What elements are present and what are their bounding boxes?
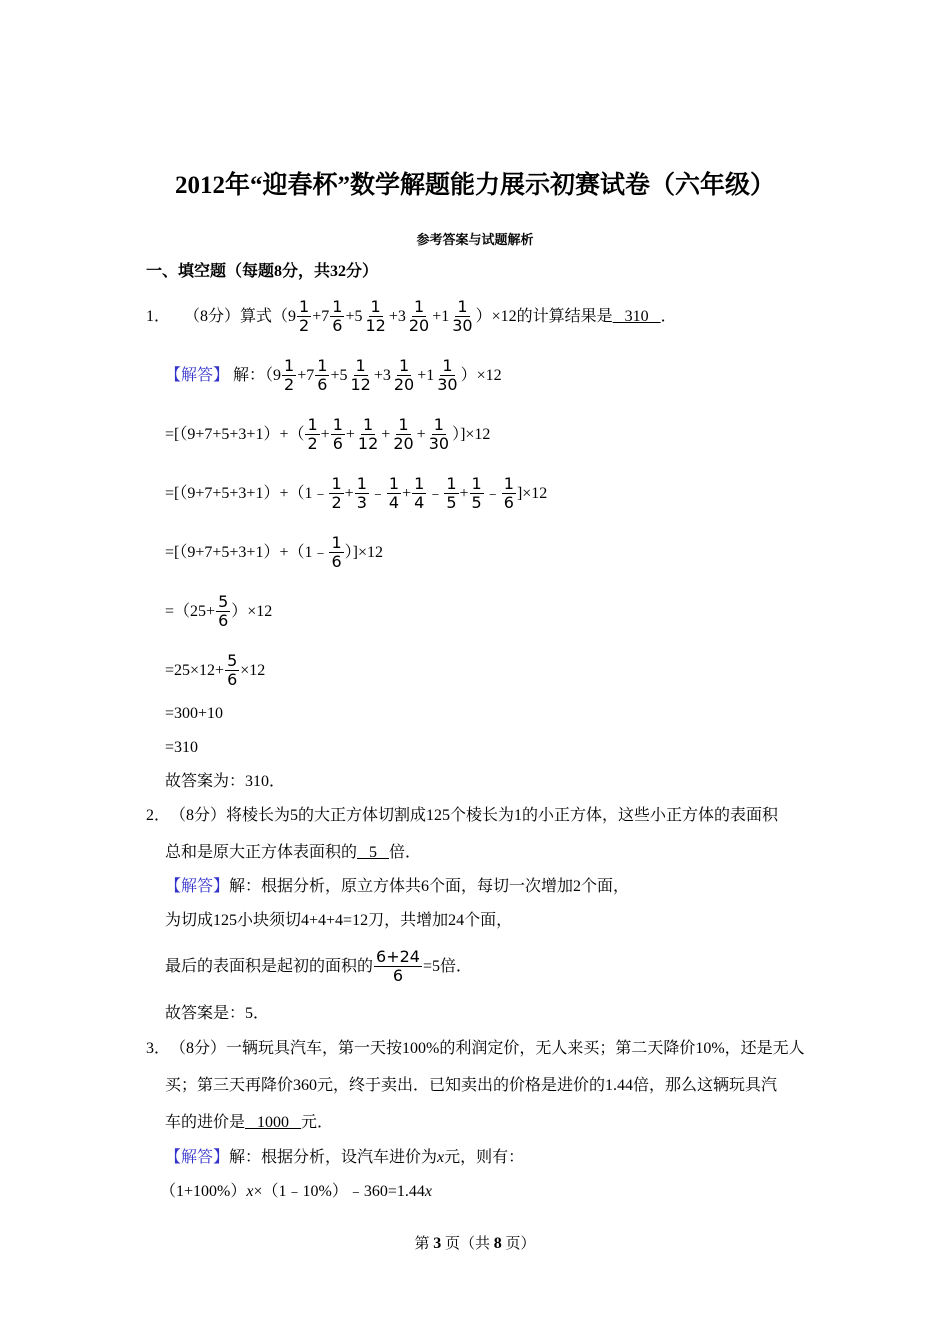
q3-equation: （1+100%） x ×（1﹣10%）﹣360=1.44 x <box>160 1183 432 1200</box>
q3-stem-line-3: 车的进价是 1000 元． <box>165 1114 334 1131</box>
answer-tag: 【解答】 <box>165 366 230 384</box>
q1-stem: 1． （8分）算式（9 $\frac{1}{2}$ +7 $\frac{1}{6}$ +5 $\frac{1}{12}$ +3 $\frac{1}{20}$ +1 $\frac{1}{30}$ ）×12的计算结果是 310 ． <box>146 297 677 335</box>
q1-solution-line-5: =（25+ $\frac{5}{6}$ ）×12 <box>165 592 273 630</box>
fraction: $\frac{1}{12}$ <box>350 356 371 394</box>
fraction: $\frac{1}{30}$ <box>428 415 450 453</box>
fraction: $\frac{1}{20}$ <box>393 356 415 394</box>
fraction: $\frac{1}{20}$ <box>408 297 430 335</box>
fraction: $\frac{6+24}{6}$ <box>376 947 420 985</box>
answer-tag: 【解答】 <box>165 1149 230 1166</box>
q2-solution-line-2: 为切成125小块须切4+4+4=12刀，共增加24个面， <box>165 912 513 929</box>
page-footer: 第 3 页（共 8 页） <box>414 1235 536 1252</box>
fraction: $\frac{5}{6}$ <box>218 592 229 630</box>
q1-solution-line-1: 【解答】 解：（9 $\frac{1}{2}$ +7 $\frac{1}{6}$ +5 $\frac{1}{12}$ +3 $\frac{1}{20}$ +1 $\frac{1}{30}$ ）×12 <box>165 356 502 394</box>
fraction: $\frac{1}{30}$ <box>437 356 458 394</box>
fraction: $\frac{1}{5}$ <box>471 474 482 512</box>
page-title: 2012年“迎春杯”数学解题能力展示初赛试卷（六年级） <box>174 172 775 199</box>
fraction: $\frac{1}{3}$ <box>356 474 367 512</box>
fraction: $\frac{1}{5}$ <box>446 474 457 512</box>
fraction: $\frac{1}{30}$ <box>452 297 473 335</box>
fraction: $\frac{1}{6}$ <box>332 415 343 453</box>
q3-solution-line-1: 【解答】 解：根据分析，设汽车进价为 x 元，则有： <box>165 1149 525 1166</box>
page-number: 3 <box>433 1235 442 1252</box>
page-total: 8 <box>493 1235 502 1252</box>
q2-stem-line-1: 2． （8分）将棱长为5的大正方体切割成125个棱长为1的小正方体，这些小正方体的表面积 <box>146 807 779 824</box>
answer-tag: 【解答】 <box>165 878 230 895</box>
fraction: $\frac{1}{2}$ <box>331 474 342 512</box>
q2-final-answer: 故答案是：5． <box>165 1005 270 1022</box>
q1-solution-line-2: =[（9+7+5+3+1）+（ $\frac{1}{2}$ + $\frac{1}{6}$ + $\frac{1}{12}$ + $\frac{1}{20}$ + $\frac{1}{30}$ ）]×12 <box>165 415 491 453</box>
section-heading: 一、填空题（每题8分，共32分） <box>146 263 379 280</box>
q3-stem-line-2: 买；第三天再降价360元，终于卖出．已知卖出的价格是进价的1.44倍，那么这辆玩具汽 <box>165 1077 778 1094</box>
fraction: $\frac{1}{2}$ <box>307 415 318 453</box>
answer-blank: 5 <box>357 844 390 861</box>
page-subtitle: 参考答案与试题解析 <box>416 232 534 247</box>
answer-blank: 1000 <box>245 1114 302 1131</box>
fraction: $\frac{1}{4}$ <box>388 474 400 512</box>
q2-solution-line-3: 最后的表面积是起初的面积的 $\frac{6+24}{6}$ =5倍． <box>165 947 472 985</box>
fraction: $\frac{1}{2}$ <box>284 356 295 394</box>
fraction: $\frac{1}{2}$ <box>299 297 310 335</box>
fraction: $\frac{1}{6}$ <box>331 533 342 571</box>
q1-solution-line-3: =[（9+7+5+3+1）+（1﹣ $\frac{1}{2}$ + $\frac{1}{3}$ ﹣ $\frac{1}{4}$ + $\frac{1}{4}$ ﹣ $\frac{1}{5}$ + $\frac{1}{5}$ ﹣ $\frac{1}{6}$ ]×12 <box>165 474 548 512</box>
fraction: $\frac{1}{12}$ <box>357 415 379 453</box>
fraction: $\frac{1}{6}$ <box>503 474 514 512</box>
fraction: $\frac{1}{20}$ <box>393 415 414 453</box>
q2-stem-line-2: 总和是原大正方体表面积的 5 倍． <box>165 844 422 861</box>
q3-stem-line-1: 3． （8分）一辆玩具汽车，第一天按100%的利润定价，无人来买；第二天降价10%，还是无人 <box>146 1040 805 1057</box>
fraction: $\frac{5}{6}$ <box>227 651 238 689</box>
q1-solution-line-4: =[（9+7+5+3+1）+（1﹣ $\frac{1}{6}$ ）]×12 <box>165 533 384 571</box>
q1-solution-line-8: =310 <box>165 739 199 756</box>
fraction: $\frac{1}{12}$ <box>365 297 386 335</box>
q2-solution-line-1: 【解答】 解：根据分析，原立方体共6个面，每切一次增加2个面， <box>165 878 630 895</box>
fraction: $\frac{1}{4}$ <box>414 474 425 512</box>
fraction: $\frac{1}{6}$ <box>317 356 328 394</box>
fraction: $\frac{1}{6}$ <box>332 297 343 335</box>
q1-final-answer: 故答案为：310． <box>165 773 286 790</box>
q1-solution-line-7: =300+10 <box>165 705 224 722</box>
answer-blank: 310 <box>612 307 661 325</box>
q1-solution-line-6: =25×12+ $\frac{5}{6}$ ×12 <box>165 651 266 689</box>
